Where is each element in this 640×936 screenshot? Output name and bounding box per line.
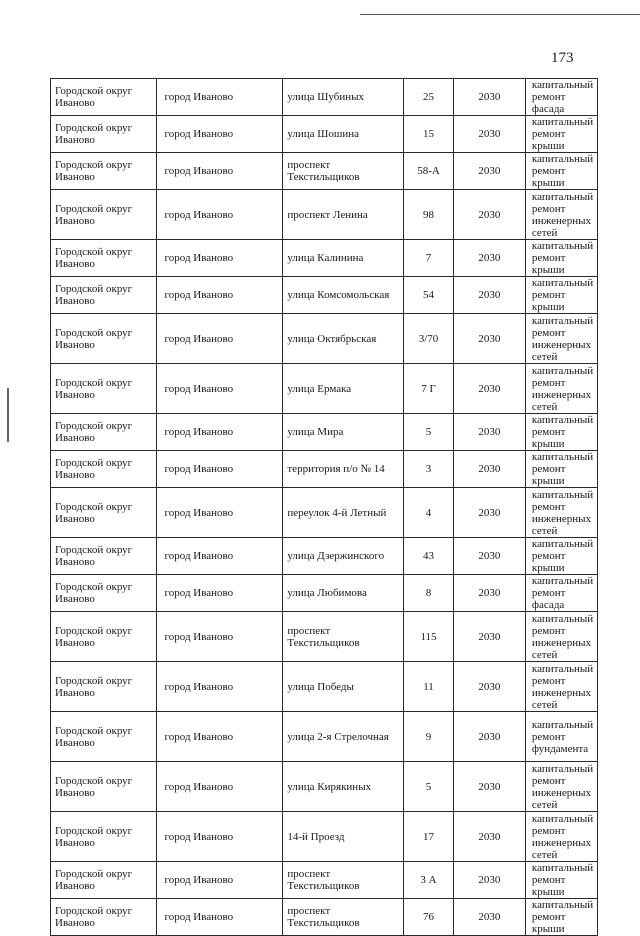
table-row [51, 538, 598, 575]
city-cell: город Иваново [156, 153, 283, 190]
table-row [51, 116, 598, 153]
table-row [51, 812, 598, 862]
house-number-cell: 3 [404, 451, 454, 488]
table-row [51, 79, 598, 116]
table-row [51, 762, 598, 812]
year-cell: 2030 [453, 79, 525, 116]
table-row [51, 190, 598, 240]
okrug-cell: Городской округ Иваново [51, 79, 157, 116]
city-cell: город Иваново [156, 862, 283, 899]
okrug-cell: Городской округ Иваново [51, 862, 157, 899]
house-number-cell: 98 [404, 190, 454, 240]
okrug-cell: Городской округ Иваново [51, 538, 157, 575]
work-type-cell: капитальный ремонт крыши [525, 277, 597, 314]
street-cell: проспект Текстильщиков [283, 862, 404, 899]
house-number-cell: 25 [404, 79, 454, 116]
year-cell: 2030 [453, 364, 525, 414]
table-row [51, 314, 598, 364]
house-number-cell: 4 [404, 488, 454, 538]
work-type-cell: капитальный ремонт крыши [525, 116, 597, 153]
work-type-cell: капитальный ремонт фасада [525, 79, 597, 116]
work-type-cell: капитальный ремонт фасада [525, 575, 597, 612]
work-type-cell: капитальный ремонт крыши [525, 862, 597, 899]
city-cell: город Иваново [156, 414, 283, 451]
street-cell: улица Ермака [283, 364, 404, 414]
top-rule [360, 14, 640, 15]
work-type-cell: капитальный ремонт инженерных сетей [525, 190, 597, 240]
city-cell: город Иваново [156, 79, 283, 116]
work-type-cell: капитальный ремонт инженерных сетей [525, 662, 597, 712]
year-cell: 2030 [453, 812, 525, 862]
house-number-cell: 115 [404, 612, 454, 662]
year-cell: 2030 [453, 240, 525, 277]
city-cell: город Иваново [156, 314, 283, 364]
city-cell: город Иваново [156, 240, 283, 277]
street-cell: 14-й Проезд [283, 812, 404, 862]
year-cell: 2030 [453, 153, 525, 190]
okrug-cell: Городской округ Иваново [51, 451, 157, 488]
page-number: 173 [551, 50, 574, 66]
street-cell: улица Дзержинского [283, 538, 404, 575]
table-row [51, 575, 598, 612]
okrug-cell: Городской округ Иваново [51, 364, 157, 414]
house-number-cell: 9 [404, 712, 454, 762]
year-cell: 2030 [453, 314, 525, 364]
year-cell: 2030 [453, 277, 525, 314]
house-number-cell: 17 [404, 812, 454, 862]
city-cell: город Иваново [156, 451, 283, 488]
okrug-cell: Городской округ Иваново [51, 712, 157, 762]
work-type-cell: капитальный ремонт крыши [525, 538, 597, 575]
house-number-cell: 5 [404, 762, 454, 812]
year-cell: 2030 [453, 762, 525, 812]
okrug-cell: Городской округ Иваново [51, 762, 157, 812]
street-cell: проспект Текстильщиков [283, 899, 404, 936]
house-number-cell: 58-А [404, 153, 454, 190]
okrug-cell: Городской округ Иваново [51, 812, 157, 862]
year-cell: 2030 [453, 190, 525, 240]
table-body [51, 79, 598, 936]
okrug-cell: Городской округ Иваново [51, 116, 157, 153]
table-row [51, 364, 598, 414]
house-number-cell: 7 [404, 240, 454, 277]
street-cell: улица 2-я Стрелочная [283, 712, 404, 762]
work-type-cell: капитальный ремонт крыши [525, 153, 597, 190]
street-cell: улица Калинина [283, 240, 404, 277]
year-cell: 2030 [453, 612, 525, 662]
year-cell: 2030 [453, 899, 525, 936]
city-cell: город Иваново [156, 116, 283, 153]
street-cell: улица Любимова [283, 575, 404, 612]
work-type-cell: капитальный ремонт инженерных сетей [525, 762, 597, 812]
okrug-cell: Городской округ Иваново [51, 899, 157, 936]
street-cell: улица Шошина [283, 116, 404, 153]
house-number-cell: 11 [404, 662, 454, 712]
street-cell: переулок 4-й Летный [283, 488, 404, 538]
repair-schedule-table [50, 78, 598, 936]
city-cell: город Иваново [156, 538, 283, 575]
table-row [51, 862, 598, 899]
okrug-cell: Городской округ Иваново [51, 575, 157, 612]
year-cell: 2030 [453, 116, 525, 153]
street-cell: улица Октябрьская [283, 314, 404, 364]
street-cell: проспект Ленина [283, 190, 404, 240]
house-number-cell: 43 [404, 538, 454, 575]
city-cell: город Иваново [156, 277, 283, 314]
work-type-cell: капитальный ремонт инженерных сетей [525, 612, 597, 662]
work-type-cell: капитальный ремонт крыши [525, 451, 597, 488]
year-cell: 2030 [453, 712, 525, 762]
city-cell: город Иваново [156, 190, 283, 240]
house-number-cell: 5 [404, 414, 454, 451]
year-cell: 2030 [453, 575, 525, 612]
work-type-cell: капитальный ремонт крыши [525, 414, 597, 451]
house-number-cell: 8 [404, 575, 454, 612]
city-cell: город Иваново [156, 712, 283, 762]
street-cell: проспект Текстильщиков [283, 153, 404, 190]
okrug-cell: Городской округ Иваново [51, 414, 157, 451]
table-row [51, 612, 598, 662]
city-cell: город Иваново [156, 612, 283, 662]
house-number-cell: 7 Г [404, 364, 454, 414]
city-cell: город Иваново [156, 364, 283, 414]
okrug-cell: Городской округ Иваново [51, 488, 157, 538]
work-type-cell: капитальный ремонт инженерных сетей [525, 488, 597, 538]
table-row [51, 488, 598, 538]
margin-mark [7, 388, 9, 442]
house-number-cell: 15 [404, 116, 454, 153]
work-type-cell: капитальный ремонт крыши [525, 240, 597, 277]
table-row [51, 899, 598, 936]
work-type-cell: капитальный ремонт инженерных сетей [525, 812, 597, 862]
year-cell: 2030 [453, 414, 525, 451]
year-cell: 2030 [453, 538, 525, 575]
okrug-cell: Городской округ Иваново [51, 190, 157, 240]
city-cell: город Иваново [156, 812, 283, 862]
okrug-cell: Городской округ Иваново [51, 662, 157, 712]
house-number-cell: 54 [404, 277, 454, 314]
table-row [51, 153, 598, 190]
okrug-cell: Городской округ Иваново [51, 612, 157, 662]
table-row [51, 662, 598, 712]
city-cell: город Иваново [156, 575, 283, 612]
street-cell: улица Мира [283, 414, 404, 451]
house-number-cell: 3 А [404, 862, 454, 899]
year-cell: 2030 [453, 488, 525, 538]
house-number-cell: 3/70 [404, 314, 454, 364]
city-cell: город Иваново [156, 899, 283, 936]
table-row [51, 240, 598, 277]
table-row [51, 277, 598, 314]
work-type-cell: капитальный ремонт инженерных сетей [525, 364, 597, 414]
street-cell: проспект Текстильщиков [283, 612, 404, 662]
okrug-cell: Городской округ Иваново [51, 240, 157, 277]
work-type-cell: капитальный ремонт крыши [525, 899, 597, 936]
table-row [51, 451, 598, 488]
street-cell: улица Шубиных [283, 79, 404, 116]
work-type-cell: капитальный ремонт инженерных сетей [525, 314, 597, 364]
table-row [51, 414, 598, 451]
work-type-cell: капитальный ремонт фундамента [525, 712, 597, 762]
year-cell: 2030 [453, 862, 525, 899]
city-cell: город Иваново [156, 662, 283, 712]
street-cell: улица Комсомольская [283, 277, 404, 314]
street-cell: улица Победы [283, 662, 404, 712]
city-cell: город Иваново [156, 762, 283, 812]
street-cell: территория п/о № 14 [283, 451, 404, 488]
house-number-cell: 76 [404, 899, 454, 936]
street-cell: улица Кирякиных [283, 762, 404, 812]
year-cell: 2030 [453, 662, 525, 712]
table-row [51, 712, 598, 762]
city-cell: город Иваново [156, 488, 283, 538]
year-cell: 2030 [453, 451, 525, 488]
okrug-cell: Городской округ Иваново [51, 277, 157, 314]
okrug-cell: Городской округ Иваново [51, 314, 157, 364]
okrug-cell: Городской округ Иваново [51, 153, 157, 190]
